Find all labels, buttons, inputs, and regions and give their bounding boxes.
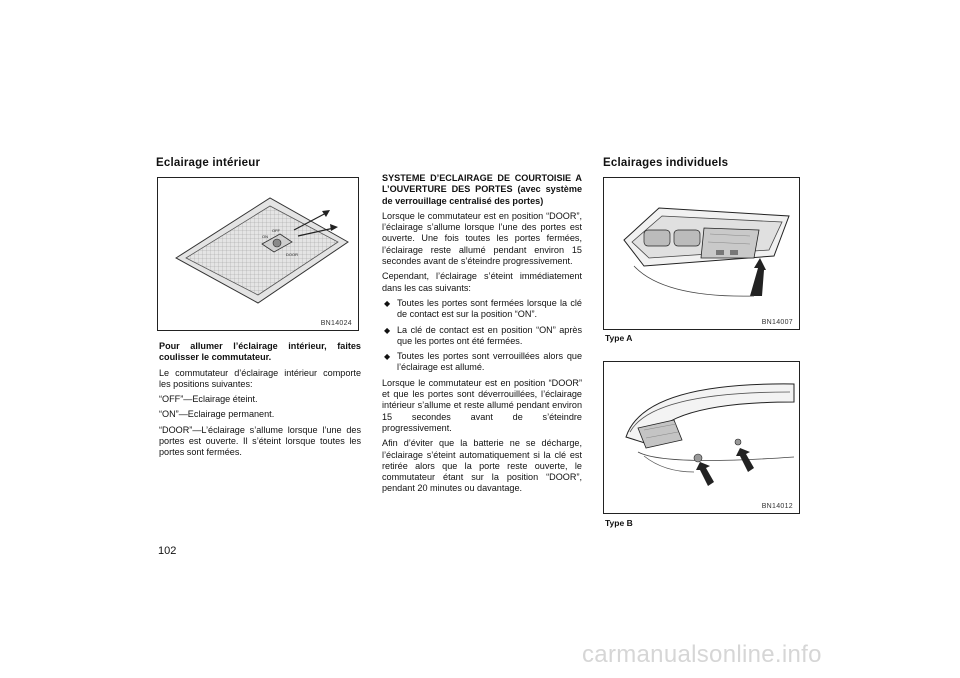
watermark: carmanualsonline.info	[582, 641, 822, 668]
exceptions-intro: Cependant, l’éclairage s’éteint immédiatement dans les cas suivants:	[382, 271, 582, 293]
battery-paragraph: Afin d’éviter que la batterie ne se décharge, l’éclairage s’éteint automatiquement si la clé est retirée alors que la porte reste ouverte, le commutateur étant sur la position “DOOR”, pendant 20 minutes ou davantage.	[382, 438, 582, 494]
bullet-item: ◆ Toutes les portes sont verrouillées alors que l’éclairage est allumé.	[384, 351, 582, 373]
type-a-caption: Type A	[605, 333, 633, 343]
door-position-paragraph: Lorsque le commutateur est en position “DOOR”, l’éclairage s’allume lorsque l’une des portes est ouverte. Une fois toutes les portes fermées, l’éclairage reste allumé pendant environ 15 secondes avant de s’éteindre progressivement.	[382, 210, 582, 267]
middle-column-text	[382, 173, 582, 499]
unlock-paragraph: Lorsque le commutateur est en position “DOOR” et que les portes sont déverrouillées, l’éclairage intérieur s’allume et reste allumé pendant environ 15 secondes avant de s’éteindre progressivement.	[382, 377, 582, 433]
bullet-item: ◆ Toutes les portes sont fermées lorsque la clé de contact est sur la position “ON”.	[384, 297, 582, 320]
courtesy-system-heading: SYSTEME D’ECLAIRAGE DE COURTOISIE A L’OUVERTURE DES PORTES (avec système de verrouillage centralisé des portes)	[382, 173, 582, 206]
interior-light-illustration	[158, 178, 358, 330]
personal-light-type-a-figure	[603, 177, 800, 330]
type-a-illustration	[604, 178, 799, 329]
label-off: OFF	[272, 228, 280, 233]
figure-code: BN14024	[320, 320, 352, 327]
type-b-illustration	[604, 362, 799, 513]
position-door: “DOOR”—L’éclairage s’allume lorsque l’une des portes est ouverte. Il s’éteint lorsque toutes les portes sont fermées.	[159, 424, 361, 458]
label-door: DOOR	[286, 252, 298, 257]
personal-light-type-b-figure	[603, 361, 800, 514]
position-off: “OFF”—Eclairage éteint.	[159, 394, 258, 405]
intro-instruction: Pour allumer l’éclairage intérieur, faites coulisser le commutateur.	[159, 341, 361, 363]
bullet-icon: ◆	[384, 325, 391, 335]
bullet-item: ◆ La clé de contact est en position “ON” après que les portes ont été fermées.	[384, 324, 582, 346]
bullet-icon: ◆	[384, 352, 391, 362]
page-number: 102	[158, 545, 177, 557]
position-on: “ON”—Eclairage permanent.	[159, 409, 275, 420]
type-b-caption: Type B	[605, 518, 633, 528]
left-column-text	[159, 341, 361, 463]
interior-light-figure	[157, 177, 359, 331]
label-on: ON	[262, 234, 268, 239]
left-heading: Eclairage intérieur	[156, 157, 261, 169]
bullet-icon: ◆	[384, 298, 391, 308]
figure-code: BN14007	[761, 319, 793, 326]
right-heading: Eclairages individuels	[603, 157, 729, 169]
figure-code: BN14012	[761, 503, 793, 510]
positions-intro: Le commutateur d’éclairage intérieur comporte les positions suivantes:	[159, 367, 361, 389]
